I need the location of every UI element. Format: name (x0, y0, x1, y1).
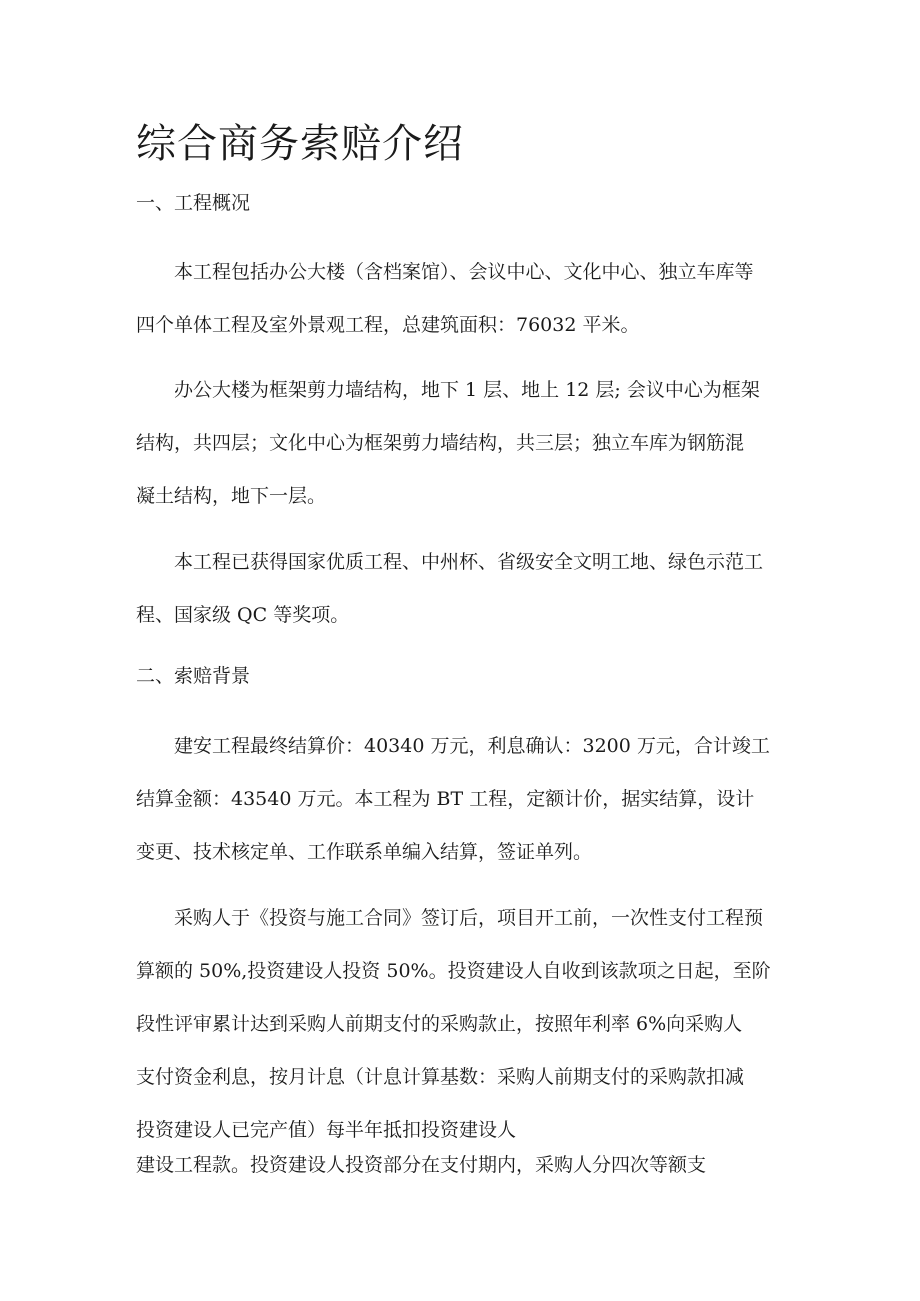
text-line: 采购人于《投资与施工合同》签订后，项目开工前，一次性支付工程预 (174, 907, 764, 929)
section-heading-overview: 一、工程概况 (136, 192, 251, 214)
text-line: 算额的 50%,投资建设人投资 50%。投资建设人自收到该款项之日起，至阶 (136, 960, 771, 982)
document-title: 综合商务索赔介绍 (136, 121, 464, 167)
section-heading-background: 二、索赔背景 (136, 665, 251, 687)
paragraph-background-installments (136, 1139, 786, 1192)
paragraph-background-payment (136, 892, 786, 1157)
text-line: 建设工程款。投资建设人投资部分在支付期内，采购人分四次等额支 (136, 1154, 707, 1176)
paragraph-overview-structure (136, 364, 786, 523)
text-line: 支付资金利息，按月计息（计息计算基数：采购人前期支付的采购款扣减 (136, 1066, 745, 1088)
text-line: 建安工程最终结算价：40340 万元，利息确认：3200 万元，合计竣工 (174, 735, 770, 757)
text-line: 办公大楼为框架剪力墙结构，地下 1 层、地上 12 层; 会议中心为框架 (174, 379, 760, 401)
text-line: 四个单体工程及室外景观工程，总建筑面积：76032 平米。 (136, 314, 640, 336)
text-line: 本工程包括办公大楼（含档案馆）、会议中心、文化中心、独立车库等 (174, 261, 754, 283)
paragraph-overview-awards (136, 536, 786, 642)
paragraph-background-settlement (136, 720, 786, 879)
text-line: 结构，共四层；文化中心为框架剪力墙结构，共三层；独立车库为钢筋混 (136, 432, 745, 454)
text-line: 变更、技术核定单、工作联系单编入结算，签证单列。 (136, 841, 593, 863)
text-line: 结算金额：43540 万元。本工程为 BT 工程，定额计价，据实结算，设计 (136, 788, 755, 810)
text-line: 投资建设人已完产值）每半年抵扣投资建设人 (136, 1119, 517, 1141)
paragraph-overview-scope (136, 246, 786, 352)
text-line: 程、国家级 QC 等奖项。 (136, 604, 350, 626)
text-line: 凝土结构，地下一层。 (136, 485, 327, 507)
text-line: 本工程已获得国家优质工程、中州杯、省级安全文明工地、绿色示范工 (174, 551, 764, 573)
text-line: 段性评审累计达到采购人前期支付的采购款止，按照年利率 6%向采购人 (136, 1013, 743, 1035)
